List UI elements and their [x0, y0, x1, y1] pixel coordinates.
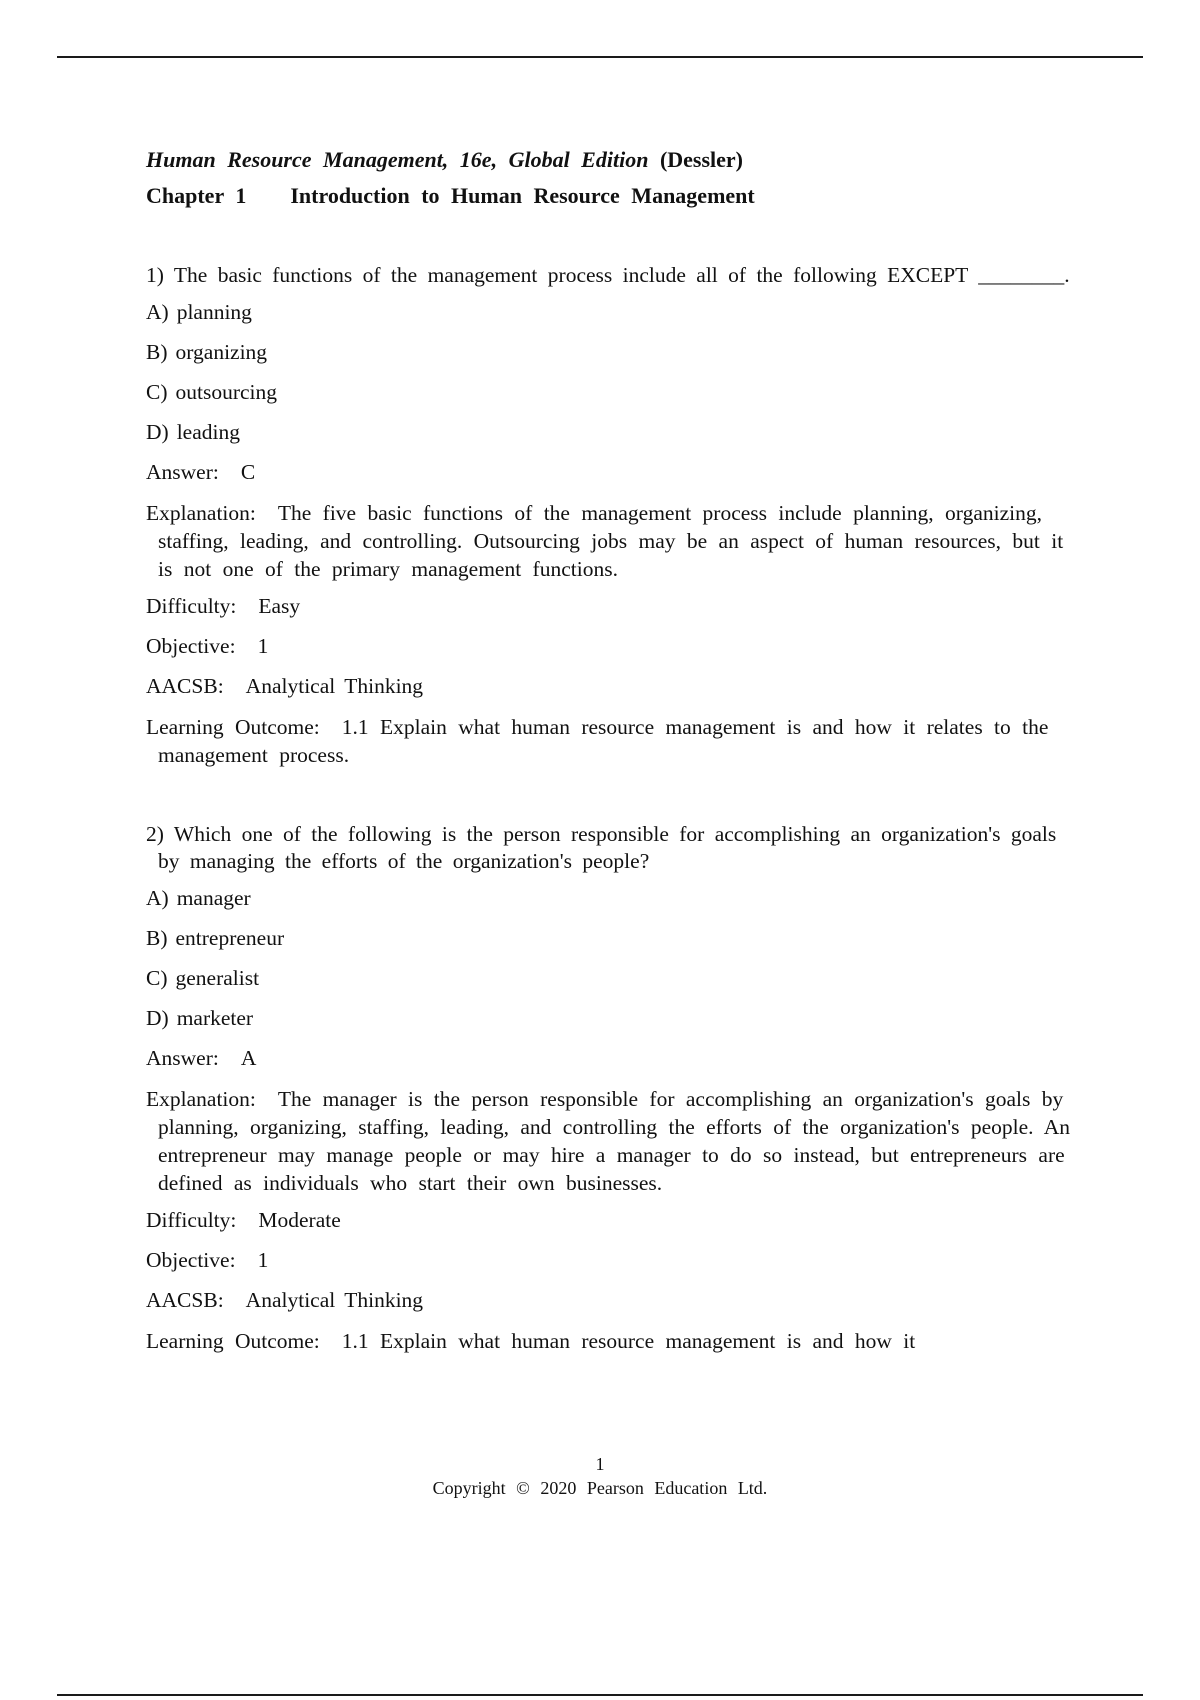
option-c — [146, 379, 1076, 406]
learning-outcome — [146, 713, 1076, 769]
objective-label: Objective: — [146, 1248, 236, 1272]
aacsb-line — [146, 673, 1076, 700]
learning-outcome-label: Learning Outcome: — [146, 1329, 320, 1353]
difficulty-value: Moderate — [258, 1208, 341, 1232]
difficulty-line — [146, 593, 1076, 620]
option-letter: D) — [146, 1006, 169, 1030]
aacsb-label: AACSB: — [146, 1288, 224, 1312]
book-title — [146, 142, 1076, 178]
option-letter: B) — [146, 340, 168, 364]
question-text: 2) Which one of the following is the person responsible for accomplishing an organization's goals by managing the efforts of the organization's people? — [146, 822, 1057, 873]
option-text: planning — [176, 300, 252, 324]
option-letter: C) — [146, 380, 168, 404]
difficulty-label: Difficulty: — [146, 594, 237, 618]
answer-label: Answer: — [146, 460, 219, 484]
aacsb-value: Analytical Thinking — [245, 674, 424, 698]
option-letter: B) — [146, 926, 168, 950]
answer-line — [146, 1045, 1076, 1072]
objective-label: Objective: — [146, 634, 236, 658]
option-d — [146, 419, 1076, 446]
option-text: marketer — [176, 1006, 254, 1030]
learning-outcome-text: 1.1 Explain what human resource management is and how it — [341, 1329, 916, 1353]
chapter-heading — [146, 178, 1076, 214]
objective-value: 1 — [257, 1248, 269, 1272]
top-rule — [57, 56, 1143, 58]
explanation-text: The manager is the person responsible for accomplishing an organization's goals by planning, organizing, staffing, leading, and controlling the efforts of the organization's people. An entrepreneur may manage people or may hire a manager to do so instead, but entrepreneurs are defined as individuals who start their own businesses. — [158, 1087, 1071, 1195]
answer-value: A — [240, 1046, 257, 1070]
chapter-title: Introduction to Human Resource Management — [290, 183, 755, 208]
answer-value: C — [240, 460, 256, 484]
page-number: 1 — [595, 1454, 605, 1474]
option-b — [146, 925, 1076, 952]
explanation — [146, 1085, 1076, 1197]
aacsb-value: Analytical Thinking — [245, 1288, 424, 1312]
option-b — [146, 339, 1076, 366]
option-letter: D) — [146, 420, 169, 444]
book-author: (Dessler) — [659, 147, 744, 172]
option-text: generalist — [175, 966, 260, 990]
copyright-notice: Copyright © 2020 Pearson Education Ltd. — [432, 1478, 768, 1498]
bottom-rule — [57, 1694, 1143, 1696]
option-d — [146, 1005, 1076, 1032]
page-footer — [0, 1452, 1200, 1500]
explanation-label: Explanation: — [146, 1087, 256, 1111]
book-title-italic: Human Resource Management, 16e, Global Edition — [146, 147, 649, 172]
explanation-label: Explanation: — [146, 501, 256, 525]
option-text: leading — [176, 420, 240, 444]
option-letter: A) — [146, 300, 169, 324]
objective-line — [146, 633, 1076, 660]
aacsb-line — [146, 1287, 1076, 1314]
document-body — [146, 142, 1076, 1407]
learning-outcome-label: Learning Outcome: — [146, 715, 320, 739]
option-letter: C) — [146, 966, 168, 990]
option-c — [146, 965, 1076, 992]
question-text: 1) The basic functions of the management process include all of the following EXCEPT ________. — [146, 263, 1070, 287]
answer-label: Answer: — [146, 1046, 219, 1070]
explanation-text: The five basic functions of the management process include planning, organizing, staffing, leading, and controlling. Outsourcing jobs may be an aspect of human resources, but it is not one of the primary management functions. — [158, 501, 1064, 581]
option-text: outsourcing — [175, 380, 278, 404]
objective-line — [146, 1247, 1076, 1274]
question-2 — [146, 821, 1076, 1355]
objective-value: 1 — [257, 634, 269, 658]
option-a — [146, 299, 1076, 326]
question-1 — [146, 262, 1076, 769]
learning-outcome — [146, 1327, 1076, 1355]
explanation — [146, 499, 1076, 583]
answer-line — [146, 459, 1076, 486]
difficulty-label: Difficulty: — [146, 1208, 237, 1232]
option-text: organizing — [175, 340, 268, 364]
learning-outcome-text: 1.1 Explain what human resource management is and how it relates to the management process. — [158, 715, 1049, 767]
difficulty-value: Easy — [258, 594, 301, 618]
option-a — [146, 885, 1076, 912]
option-letter: A) — [146, 886, 169, 910]
option-text: entrepreneur — [175, 926, 285, 950]
chapter-label: Chapter 1 — [146, 183, 247, 208]
aacsb-label: AACSB: — [146, 674, 224, 698]
difficulty-line — [146, 1207, 1076, 1234]
option-text: manager — [176, 886, 251, 910]
